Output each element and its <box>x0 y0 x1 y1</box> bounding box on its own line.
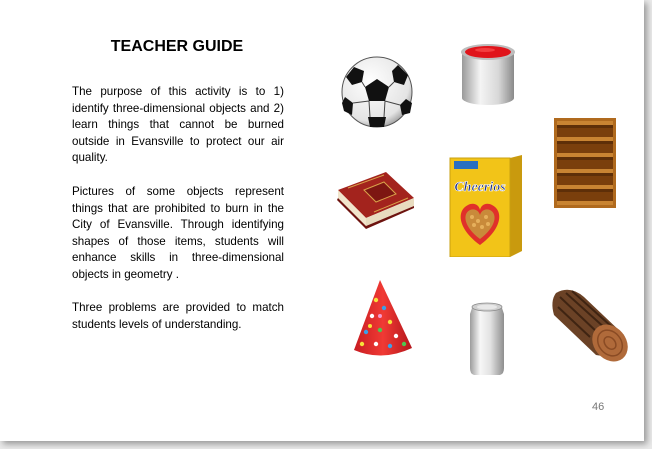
log-icon <box>546 285 634 367</box>
paint-can-icon <box>458 42 518 106</box>
objects-paragraph: Pictures of some objects represent things that are prohibited to burn in the City of Evansville. Through identifying shapes of those items, students will enhance skills in three-dimensional objects in geometry . <box>72 185 284 281</box>
purpose-paragraph: The purpose of this activity is to 1) identify three-dimensional objects and 2) learn things that cannot be burned outside in Evansville to protect our air quality. <box>72 85 284 165</box>
soda-can-icon <box>466 300 508 378</box>
page-number: 46 <box>592 401 605 413</box>
bookshelf-icon <box>554 118 616 208</box>
problems-paragraph: Three problems are provided to match students levels of understanding. <box>72 301 284 331</box>
page-title: TEACHER GUIDE <box>110 38 244 55</box>
soccer-ball-icon <box>340 55 414 129</box>
book-icon <box>334 168 418 230</box>
party-hat-icon <box>350 278 416 360</box>
cereal-brand-label: Cheerios <box>454 180 506 195</box>
cereal-box-icon <box>448 155 524 257</box>
